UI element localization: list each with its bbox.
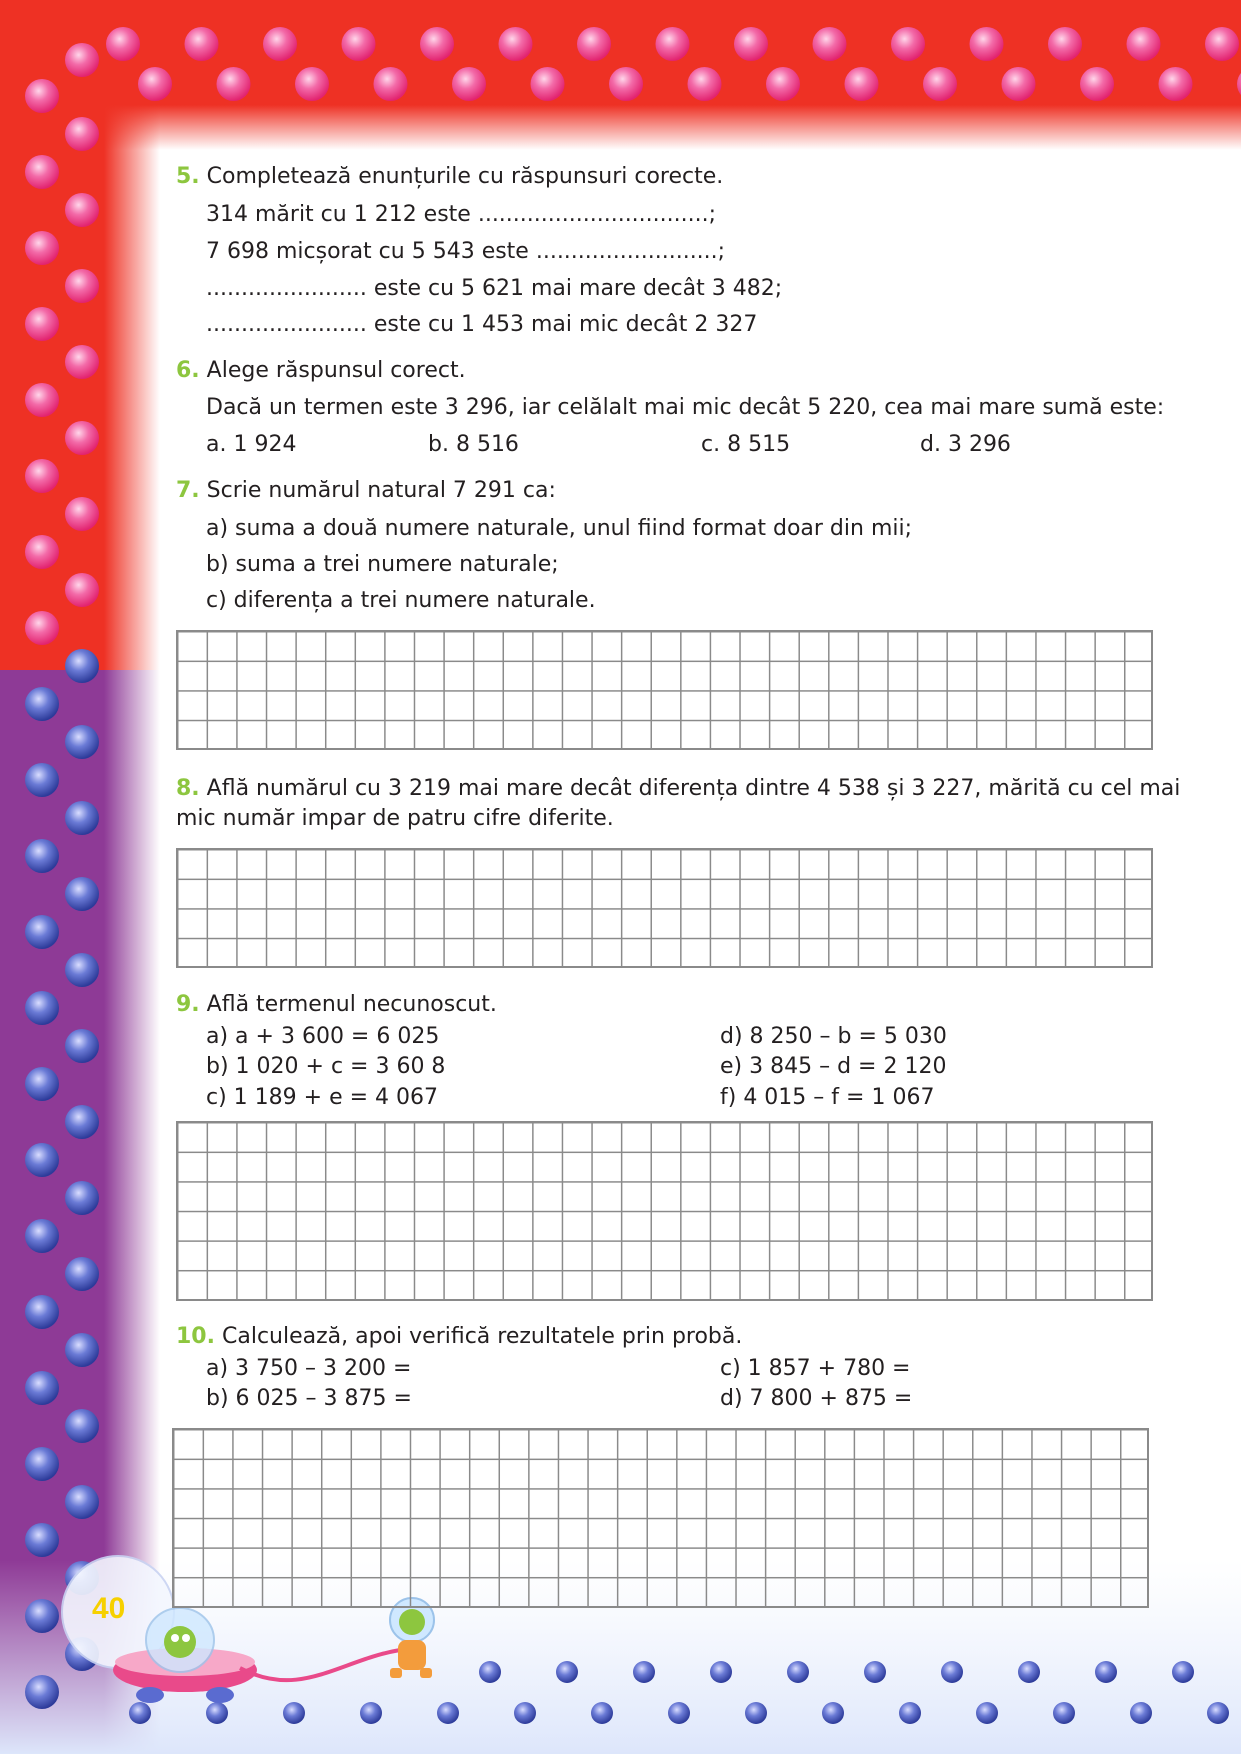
answer-option: b. 8 516 xyxy=(428,432,519,457)
exercise-number: 5. xyxy=(176,164,200,189)
calculation: c) 1 857 + 780 = xyxy=(720,1356,911,1381)
answer-grid-7[interactable] xyxy=(176,630,1153,750)
exercise-title: Alege răspunsul corect. xyxy=(206,358,466,383)
answer-grid-9[interactable] xyxy=(176,1121,1153,1301)
exercise-7-title xyxy=(176,478,556,504)
exercise-6-text: Dacă un termen este 3 296, iar celălalt mai mic decât 5 220, cea mai mare sumă este: xyxy=(206,395,1165,420)
answer-option: c. 8 515 xyxy=(701,432,791,457)
answer-grid-8[interactable] xyxy=(176,848,1153,968)
equation: b) 1 020 + c = 3 60 8 xyxy=(206,1054,446,1079)
exercise-8-title xyxy=(176,776,1180,802)
exercise-10-title xyxy=(176,1324,742,1350)
exercise-5-line: ....................... este cu 5 621 mai mare decât 3 482; xyxy=(206,276,783,301)
equation: d) 8 250 – b = 5 030 xyxy=(720,1024,947,1049)
equation: f) 4 015 – f = 1 067 xyxy=(720,1085,935,1110)
equation: e) 3 845 – d = 2 120 xyxy=(720,1054,947,1079)
answer-grid-10[interactable] xyxy=(172,1428,1149,1608)
exercise-7-item: b) suma a trei numere naturale; xyxy=(206,552,559,577)
exercise-number: 8. xyxy=(176,776,200,801)
exercise-5-line: 7 698 micșorat cu 5 543 este ..........................; xyxy=(206,239,726,264)
equation: a) a + 3 600 = 6 025 xyxy=(206,1024,440,1049)
calculation: b) 6 025 – 3 875 = xyxy=(206,1386,412,1411)
exercise-9-title xyxy=(176,992,497,1018)
exercise-6-title xyxy=(176,358,466,384)
exercise-title: Află termenul necunoscut. xyxy=(206,992,497,1017)
exercise-5-title xyxy=(176,164,723,190)
page-number: 40 xyxy=(92,1592,126,1625)
exercise-5-line: 314 mărit cu 1 212 este .................................; xyxy=(206,202,717,227)
exercise-8-text: mic număr impar de patru cifre diferite. xyxy=(176,806,614,831)
exercise-7-item: c) diferența a trei numere naturale. xyxy=(206,588,596,613)
exercise-number: 9. xyxy=(176,992,200,1017)
exercise-5-line: ....................... este cu 1 453 mai mic decât 2 327 xyxy=(206,312,758,337)
exercise-title: Scrie numărul natural 7 291 ca: xyxy=(206,478,556,503)
calculation: d) 7 800 + 875 = xyxy=(720,1386,913,1411)
exercise-number: 10. xyxy=(176,1324,215,1349)
exercise-number: 7. xyxy=(176,478,200,503)
exercise-7-item: a) suma a două numere naturale, unul fiind format doar din mii; xyxy=(206,516,913,541)
answer-option: a. 1 924 xyxy=(206,432,297,457)
equation: c) 1 189 + e = 4 067 xyxy=(206,1085,439,1110)
calculation: a) 3 750 – 3 200 = xyxy=(206,1356,412,1381)
exercise-number: 6. xyxy=(176,358,200,383)
exercise-title: Completează enunțurile cu răspunsuri corecte. xyxy=(206,164,724,189)
exercise-text: Află numărul cu 3 219 mai mare decât diferența dintre 4 538 și 3 227, mărită cu cel mai xyxy=(206,776,1181,801)
exercise-title: Calculează, apoi verifică rezultatele prin probă. xyxy=(221,1324,743,1349)
answer-option: d. 3 296 xyxy=(920,432,1011,457)
